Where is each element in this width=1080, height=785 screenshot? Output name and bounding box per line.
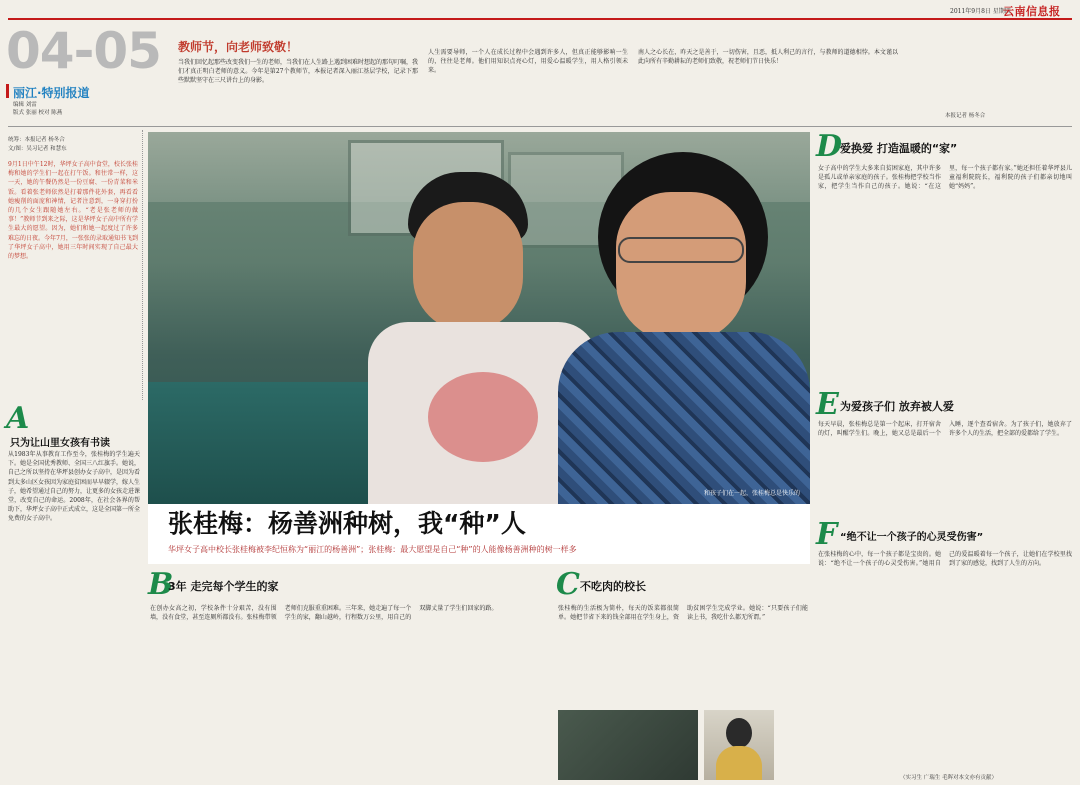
section-c-text: 张桂梅的生活极为简朴，每天的饭菜都很简单。她把节省下来的钱全部用在学生身上，资助贫困学生完成学业。她说：“只要孩子们能读上书，我吃什么都无所谓。” xyxy=(558,605,808,622)
section-tag-bar xyxy=(6,84,9,98)
feature-headline: 张桂梅：杨善洲种树，我“种”人 xyxy=(168,509,526,538)
woman-shirt xyxy=(558,332,810,504)
footer-credit: （实习生 广瑞生 毛晖对本文亦有贡献） xyxy=(900,775,997,781)
section-f-title: “绝不让一个孩子的心灵受伤害” xyxy=(840,532,984,543)
date-line: 2011年9月8日 星期四 xyxy=(950,8,1011,15)
page-number: 04-05 xyxy=(6,22,161,80)
feature-headline-band xyxy=(148,504,810,564)
section-f-text: 在张桂梅的心中，每一个孩子都是宝贵的。她说：“绝不让一个孩子的心灵受伤害。”她用自己的爱温暖着每一个孩子，让她们在学校里找到了家的感觉，找到了人生的方向。 xyxy=(818,551,1072,568)
section-a-text: 从1983年从事教育工作至今，张桂梅的学生遍天下。她是全国优秀教师、全国三八红旗手。她说，自己之所以坚持在华坪县创办女子高中，是因为看到太多山区女孩因为家庭贫困而早早辍学，嫁人生子，她希望通过自己的努力，让更多的女孩走进课堂，改变自己的命运。2008年，在社会各界的帮助下，华坪女子高中正式成立，这是全国第一所全免费的女子高中。 xyxy=(8,451,140,523)
top-headline: 教师节，向老师致敬！ xyxy=(178,40,299,54)
top-intro-col2: 人生需要导师，一个人在成长过程中会遇到许多人，但真正能够影响一生的，往往是老师。他们用知识点亮心灯，用爱心温暖学生，用人格引领未来。 xyxy=(428,49,628,75)
editors: 编辑 刘雷 xyxy=(13,102,37,108)
boy-shirt-print xyxy=(428,372,538,462)
chalkboard-photo xyxy=(558,710,698,780)
top-signoff: 本报记者 杨冬合 xyxy=(945,113,986,119)
section-d-text: 女子高中的学生大多来自贫困家庭，其中许多是孤儿或单亲家庭的孩子。张桂梅把学校当作家，把学生当作自己的孩子。她说：“在这里，每一个孩子都有家。”她还担任着华坪县儿童福利院院长，福利院的孩子们都亲切地叫她“妈妈”。 xyxy=(818,165,1072,191)
feature-subhead: 华坪女子高中校长张桂梅被李纪恒称为“丽江的杨善洲”；张桂梅：最大愿望是自己“种”的人能像杨善洲种的树一样多 xyxy=(168,545,577,554)
layout-credits: 版式 张丽 校对 陈燕 xyxy=(13,110,63,116)
section-d-letter: D xyxy=(816,129,843,164)
paper-logo: 云南信息报 xyxy=(1003,5,1061,18)
section-b-text: 在创办女高之初，学校条件十分艰苦，没有围墙，没有食堂，甚至连厕所都没有。张桂梅带领老师们克服重重困难。三年来，她走遍了每一个学生的家，翻山越岭，行程数万公里，用自己的双脚丈量了学生们回家的路。 xyxy=(150,605,498,622)
feature-photo xyxy=(148,132,810,504)
boy-face xyxy=(413,202,523,332)
woman-face xyxy=(616,192,746,342)
sidebar-byline-1: 统筹：本报记者 杨冬合 xyxy=(8,137,65,143)
section-e xyxy=(816,387,1074,518)
section-e-letter: E xyxy=(816,387,839,422)
section-c-letter: C xyxy=(556,567,580,602)
section-b xyxy=(148,567,548,782)
section-a-letter: A xyxy=(6,401,30,436)
section-f xyxy=(816,517,1074,768)
top-divider xyxy=(8,126,1072,127)
section-d xyxy=(816,129,1074,387)
section-b-letter: B xyxy=(148,567,174,602)
sidebar-byline-2: 文/图：吴习记者 和慧东 xyxy=(8,146,67,152)
teacher-head xyxy=(726,718,752,748)
section-a xyxy=(6,401,142,782)
sidebar-intro: 9月1日中午12时，华坪女子高中食堂，校长张桂梅和她的学生们一起在打午饭。和往常一样，这一天，她的午餐仍然是一份豆腐、一份青菜和米饭。看着张老师依然是打着那件花外套，再看看她瘦削的面庞和神情，记者注意到，一身穿打扮的几个女生跟随她左右。“老是张老师的做事！”教师节到来之际，这是华坪女子高中所有学生最大的愿望。因为，她们和她一起度过了许多难忘的日夜。今年7月，一张张的录取通知书飞到了华坪女子高中，她用三年时间实现了自己最大的梦想。 xyxy=(8,161,138,261)
photo-caption: 和孩子们在一起，张桂梅总是快乐的 xyxy=(703,490,800,497)
teacher-body xyxy=(716,746,762,780)
section-e-title: 为爱孩子们 放弃被人爱 xyxy=(840,400,954,413)
section-c xyxy=(556,567,810,782)
section-e-text: 每天早晨，张桂梅总是第一个起床，打开宿舍的灯，叫醒学生们。晚上，她又总是最后一个入睡，逐个查看宿舍。为了孩子们，她放弃了许多个人的生活，把全部的爱都给了学生。 xyxy=(818,421,1072,438)
section-f-letter: F xyxy=(816,517,838,552)
section-a-title: 只为让山里女孩有书读 xyxy=(10,438,110,449)
section-c-title: 不吃肉的校长 xyxy=(580,580,646,593)
masthead-rule xyxy=(8,18,1072,20)
teacher-photo xyxy=(704,710,774,780)
top-intro-col3: 南人之心长在，昨天之是善于，一切伤害，且恶，抵人利己的言行，与教师的道德相悖。本文谨以此向所有辛勤耕耘的老师们致敬，祝老师们节日快乐！ xyxy=(638,49,898,66)
top-intro-col1: 当我们回忆起那些改变我们一生的老师，当我们在人生路上遇到困难时想起的那句叮嘱，我们才真正明白老师的意义。今年是第27个教师节，本报记者深入丽江基层学校，记录下那些默默坚守在三尺讲台上的身影。 xyxy=(178,59,418,85)
woman-figure xyxy=(558,152,810,504)
sidebar xyxy=(6,130,143,400)
woman-glasses xyxy=(618,237,744,263)
section-b-title: 3年 走完每个学生的家 xyxy=(168,580,279,593)
section-d-title: 爱换爱 打造温暖的“家” xyxy=(840,142,958,155)
section-tag: 丽江·特别报道 xyxy=(13,86,90,100)
